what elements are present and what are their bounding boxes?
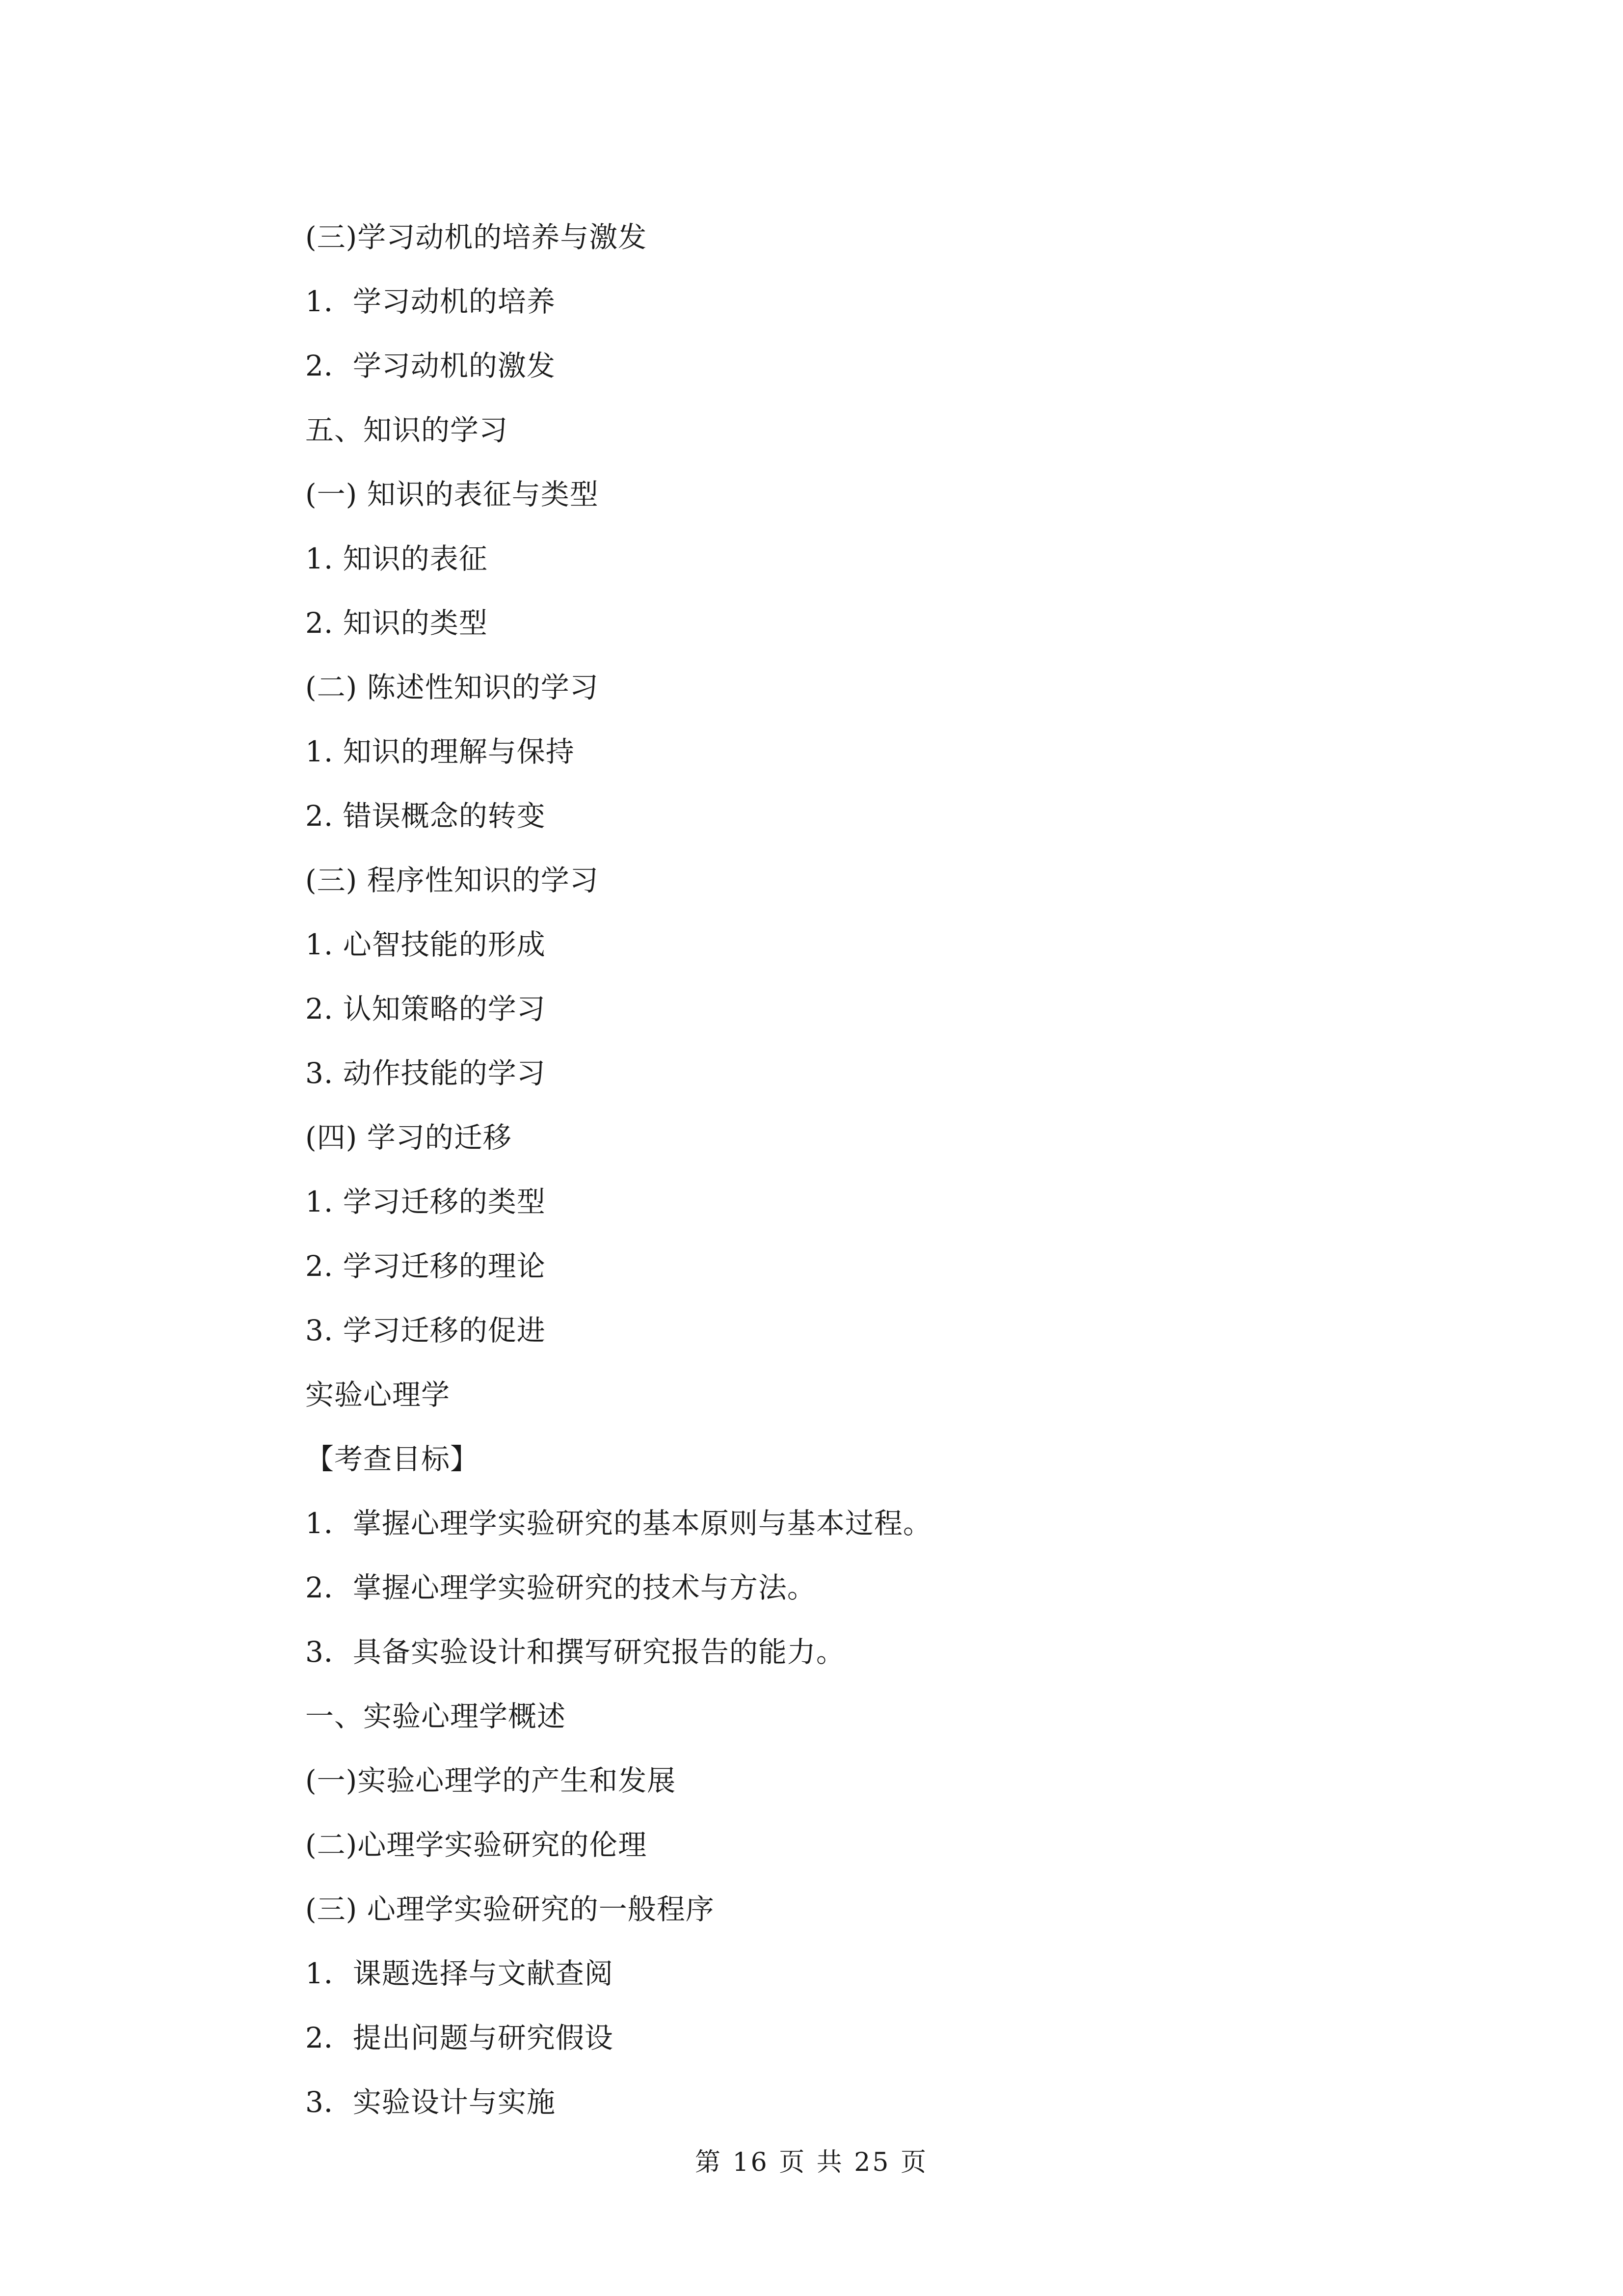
outline-line: 2．学习动机的激发 (305, 349, 556, 382)
outline-list (305, 205, 1385, 2134)
outline-line: 2. 学习迁移的理论 (305, 1249, 546, 1283)
outline-line: 【考查目标】 (305, 1442, 479, 1476)
outline-line: 3．具备实验设计和撰写研究报告的能力。 (305, 1635, 845, 1669)
section-heading: 实验心理学 (305, 1378, 451, 1411)
outline-line: 1．掌握心理学实验研究的基本原则与基本过程。 (305, 1507, 932, 1540)
outline-line: (一) 知识的表征与类型 (305, 478, 599, 511)
outline-line: 2. 认知策略的学习 (305, 992, 546, 1026)
page-number-footer: 第 16 页 共 25 页 (695, 2148, 928, 2177)
outline-line: 1. 知识的表征 (305, 542, 488, 575)
outline-line: 1．课题选择与文献查阅 (305, 1957, 613, 1990)
outline-line: 1. 知识的理解与保持 (305, 735, 575, 768)
outline-line: (三) 程序性知识的学习 (305, 864, 599, 897)
outline-line: 1．学习动机的培养 (305, 285, 556, 318)
outline-line: (一)实验心理学的产生和发展 (305, 1764, 676, 1797)
outline-line: 3. 学习迁移的促进 (305, 1314, 546, 1347)
outline-line: 五、知识的学习 (305, 413, 508, 447)
outline-line: 1. 心智技能的形成 (305, 928, 546, 961)
outline-line: 2．提出问题与研究假设 (305, 2021, 613, 2054)
outline-line: (二)心理学实验研究的伦理 (305, 1828, 647, 1862)
outline-line: (三)学习动机的培养与激发 (305, 220, 647, 254)
outline-line: 2. 错误概念的转变 (305, 799, 546, 833)
outline-line: 1. 学习迁移的类型 (305, 1185, 546, 1218)
outline-line: (二) 陈述性知识的学习 (305, 671, 599, 704)
outline-line: 3. 动作技能的学习 (305, 1056, 546, 1090)
outline-line: (三) 心理学实验研究的一般程序 (305, 1892, 715, 1926)
outline-line: 2. 知识的类型 (305, 606, 488, 640)
outline-line: (四) 学习的迁移 (305, 1121, 512, 1154)
outline-line: 2．掌握心理学实验研究的技术与方法。 (305, 1571, 816, 1604)
outline-line: 一、实验心理学概述 (305, 1700, 566, 1733)
outline-line: 3．实验设计与实施 (305, 2085, 556, 2119)
